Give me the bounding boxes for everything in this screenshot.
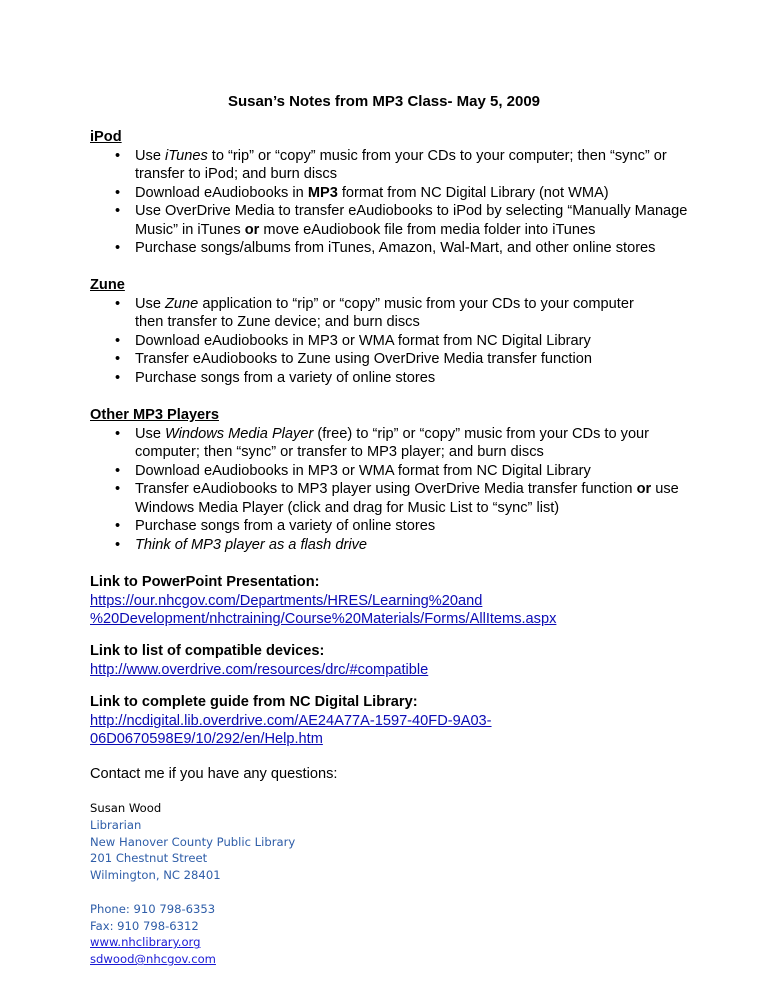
list-item — [90, 295, 740, 332]
ppt-link[interactable] — [90, 593, 556, 628]
list-item — [90, 332, 740, 351]
signature-org: New Hanover County Public Library — [90, 834, 296, 849]
other-players-section — [90, 406, 740, 554]
other-players-list — [90, 425, 740, 555]
ppt-link-line-2[interactable]: %20Development/nhctraining/Course%20Materials/Forms/AllItems.aspx — [90, 611, 557, 627]
item-italic: Zune — [165, 295, 199, 312]
bullet-icon: • — [115, 518, 121, 534]
contact-line: Contact me if you have any questions: — [90, 766, 338, 782]
page-title: Susan’s Notes from MP3 Class- May 5, 2009 — [227, 93, 541, 110]
email-link[interactable]: sdwood@nhcgov.com — [90, 952, 216, 967]
item-text: Download eAudiobooks in — [135, 184, 308, 201]
signature-spacer — [90, 884, 295, 901]
bullet-icon: • — [115, 203, 121, 219]
item-text: Use — [135, 425, 166, 442]
item-italic: Think of MP3 player as a flash drive — [135, 536, 367, 553]
signature-name: Susan Wood — [90, 801, 162, 815]
ppt-link-block — [90, 573, 740, 629]
item-italic: Windows Media Player — [165, 425, 314, 442]
item-text: Download eAudiobooks in MP3 or WMA format from NC Digital Library — [135, 332, 591, 349]
list-item — [90, 536, 740, 555]
devices-link[interactable]: http://www.overdrive.com/resources/drc/#compatible — [90, 661, 429, 678]
item-bold: or — [636, 481, 652, 497]
item-text: Use — [135, 147, 166, 164]
devices-link-block — [90, 642, 740, 679]
list-item — [90, 480, 740, 517]
list-item — [90, 350, 740, 369]
signature-role: Librarian — [90, 817, 142, 832]
item-text: use Windows Media Player (click and drag for Music List to “sync” list) — [135, 481, 679, 516]
zune-list — [90, 295, 740, 388]
item-text: Download eAudiobooks in MP3 or WMA format from NC Digital Library — [135, 462, 591, 479]
ppt-link-line-1[interactable]: https://our.nhcgov.com/Departments/HRES/Learning%20and — [90, 592, 483, 609]
bullet-icon: • — [115, 481, 121, 497]
guide-link-label: Link to complete guide from NC Digital Library: — [90, 694, 418, 710]
item-text: Purchase songs from a variety of online stores — [135, 369, 436, 386]
list-item — [90, 462, 740, 481]
item-text: to “rip” or “copy” music from your CDs to your computer; then “sync” or transfer to iPod; and burn discs — [135, 147, 667, 182]
bullet-icon: • — [115, 369, 121, 386]
item-italic: iTunes — [165, 147, 208, 164]
zune-heading: Zune — [90, 277, 125, 293]
ipod-heading: iPod — [90, 129, 122, 145]
signature-phone: Phone: 910 798-6353 — [90, 901, 216, 916]
item-text: (free) to “rip” or “copy” music from your CDs to your computer; then “sync” or transfer to MP3 player; and burn discs — [135, 425, 650, 460]
zune-section — [90, 276, 740, 387]
bullet-icon: • — [115, 184, 121, 201]
item-text: format from NC Digital Library (not WMA) — [337, 184, 609, 201]
item-text: move eAudiobook file from media folder into iTunes — [259, 221, 596, 238]
item-text: Transfer eAudiobooks to MP3 player using OverDrive Media transfer function — [135, 481, 637, 497]
bullet-icon: • — [115, 332, 121, 349]
list-item — [90, 202, 740, 239]
website-link[interactable]: www.nhclibrary.org — [90, 935, 201, 950]
signature-street: 201 Chestnut Street — [90, 851, 208, 866]
ppt-link-label: Link to PowerPoint Presentation: — [90, 574, 320, 590]
list-item — [90, 517, 740, 536]
guide-link-block — [90, 693, 740, 749]
signature-block — [90, 800, 295, 968]
item-bold: MP3 — [307, 184, 338, 201]
item-text: Use — [135, 295, 166, 312]
list-item — [90, 239, 740, 258]
signature-fax: Fax: 910 798-6312 — [90, 918, 199, 933]
other-players-heading: Other MP3 Players — [90, 407, 219, 423]
bullet-icon: • — [115, 295, 121, 312]
bullet-icon: • — [115, 462, 121, 479]
bullet-icon: • — [115, 147, 121, 164]
list-item — [90, 184, 740, 203]
item-text: Purchase songs from a variety of online stores — [135, 518, 436, 534]
guide-link[interactable] — [90, 713, 492, 748]
bullet-icon: • — [115, 240, 121, 256]
list-item — [90, 425, 740, 462]
ipod-list — [90, 147, 740, 258]
list-item — [90, 369, 740, 388]
guide-link-line-2[interactable]: 06D0670598E9/10/292/en/Help.htm — [90, 731, 323, 747]
bullet-icon: • — [115, 351, 121, 367]
guide-link-line-1[interactable]: http://ncdigital.lib.overdrive.com/AE24A77A-1597-40FD-9A03- — [90, 712, 492, 729]
signature-city: Wilmington, NC 28401 — [90, 868, 221, 883]
ipod-section — [90, 128, 740, 258]
list-item — [90, 147, 740, 184]
item-text: application to “rip” or “copy” music from your CDs to your computer then transfer to Zune device; and burn discs — [135, 295, 634, 330]
item-text: Transfer eAudiobooks to Zune using OverDrive Media transfer function — [135, 351, 592, 367]
bullet-icon: • — [115, 425, 121, 442]
item-text: Purchase songs/albums from iTunes, Amazon, Wal-Mart, and other online stores — [135, 240, 656, 256]
bullet-icon: • — [115, 536, 121, 553]
item-bold: or — [244, 221, 260, 238]
devices-link-label: Link to list of compatible devices: — [90, 643, 325, 659]
item-text: Use OverDrive Media to transfer eAudiobooks to iPod by selecting “Manually Manage Music” in iTunes — [135, 203, 688, 238]
